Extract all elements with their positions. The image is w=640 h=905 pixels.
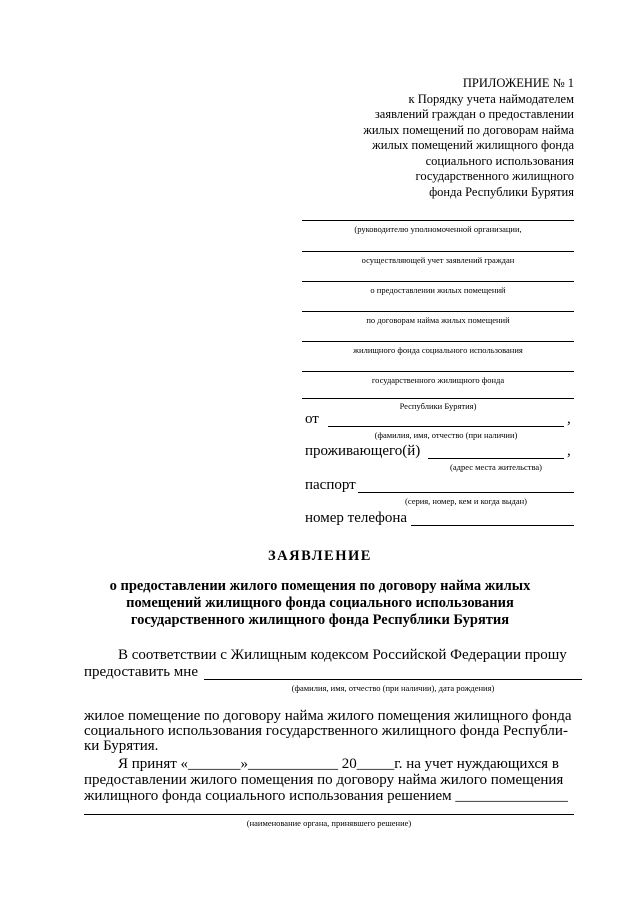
body-text: Я принят «_______»____________ 20_____г. на учет нуждающихся в bbox=[118, 756, 559, 772]
decision-body-caption: (наименование органа, принявшего решение) bbox=[246, 818, 412, 828]
appendix-line: государственного жилищного bbox=[415, 169, 574, 183]
document-subtitle bbox=[70, 578, 570, 629]
addressee-line[interactable] bbox=[302, 281, 574, 282]
appendix-line: жилых помещений жилищного фонда bbox=[372, 138, 574, 152]
decision-body-field[interactable] bbox=[84, 814, 574, 815]
body-text: жилое помещение по договору найма жилого помещения жилищного фонда bbox=[84, 708, 572, 724]
appendix-line: социального использования bbox=[425, 153, 574, 168]
residing-label: проживающего(й) bbox=[305, 443, 421, 459]
body-text: жилищного фонда социального использования решением _______________ bbox=[84, 788, 568, 804]
addressee-line[interactable] bbox=[302, 398, 574, 399]
subtitle-line: помещений жилищного фонда социального использования bbox=[126, 595, 514, 611]
addressee-caption: осуществляющей учет заявлений граждан bbox=[361, 255, 515, 265]
body-text: социального использования государственного жилищного фонда Республи- bbox=[84, 723, 568, 739]
passport-label: паспорт bbox=[305, 477, 356, 493]
phone-field[interactable] bbox=[411, 525, 574, 526]
document-title: ЗАЯВЛЕНИЕ bbox=[268, 548, 372, 564]
applicant-name-field[interactable] bbox=[204, 679, 582, 680]
appendix-line: заявлений граждан о предоставлении bbox=[374, 107, 574, 121]
passport-field[interactable] bbox=[358, 492, 574, 493]
passport-caption: (серия, номер, кем и когда выдан) bbox=[404, 496, 528, 506]
residing-comma: , bbox=[567, 443, 571, 459]
phone-label: номер телефона bbox=[305, 510, 408, 526]
addressee-line[interactable] bbox=[302, 251, 574, 252]
addressee-line[interactable] bbox=[302, 371, 574, 372]
addressee-line[interactable] bbox=[302, 311, 574, 312]
appendix-title: ПРИЛОЖЕНИЕ № 1 bbox=[462, 76, 574, 90]
addressee-line[interactable] bbox=[302, 341, 574, 342]
addressee-caption: государственного жилищного фонда bbox=[371, 375, 505, 385]
appendix-line: жилых помещений по договорам найма bbox=[363, 122, 574, 137]
applicant-name-caption: (фамилия, имя, отчество (при наличии), дата рождения) bbox=[291, 683, 495, 693]
residing-field[interactable] bbox=[428, 458, 564, 459]
from-field[interactable] bbox=[328, 426, 564, 427]
residing-caption: (адрес места жительства) bbox=[450, 462, 542, 472]
addressee-caption: (руководителю уполномоченной организации, bbox=[354, 224, 522, 234]
addressee-caption: о предоставлении жилых помещений bbox=[370, 285, 506, 295]
appendix-line: фонда Республики Бурятия bbox=[429, 184, 574, 199]
subtitle-line: государственного жилищного фонда Республики Бурятия bbox=[130, 612, 510, 628]
body-text: предоставлении жилого помещения по договору найма жилого помещения bbox=[84, 772, 564, 788]
appendix-header bbox=[363, 76, 574, 200]
addressee-line[interactable] bbox=[302, 220, 574, 221]
from-caption: (фамилия, имя, отчество (при наличии) bbox=[374, 430, 518, 440]
addressee-caption: жилищного фонда социального использования bbox=[353, 345, 523, 355]
addressee-caption: по договорам найма жилых помещений bbox=[366, 315, 510, 325]
body-text: предоставить мне bbox=[84, 664, 198, 680]
body-text: В соответствии с Жилищным кодексом Российской Федерации прошу bbox=[118, 647, 567, 663]
subtitle-line: о предоставлении жилого помещения по договору найма жилых bbox=[109, 578, 531, 594]
body-text: ки Бурятия. bbox=[84, 738, 159, 754]
from-comma: , bbox=[567, 411, 571, 427]
addressee-caption: Республики Бурятия) bbox=[399, 401, 477, 411]
from-label: от bbox=[305, 411, 319, 427]
appendix-line: к Порядку учета наймодателем bbox=[408, 91, 574, 106]
